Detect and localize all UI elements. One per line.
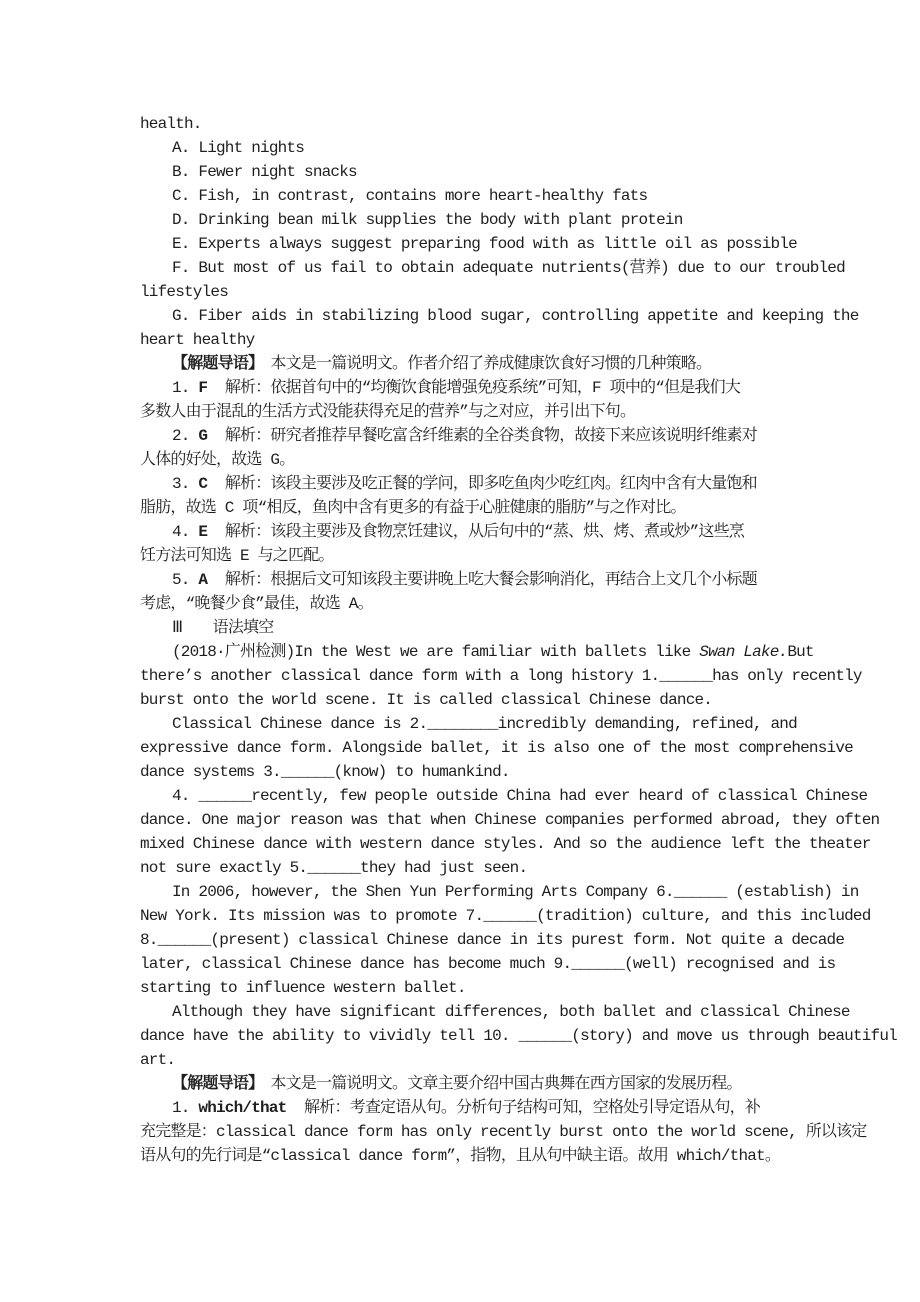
text-segment: E. Experts always suggest preparing food with as little oil as possible bbox=[172, 235, 797, 253]
text-segment: C. Fish, in contrast, contains more heart-healthy fats bbox=[172, 187, 648, 205]
text-line bbox=[140, 736, 853, 760]
text-line bbox=[140, 328, 840, 352]
text-segment: 解析：该段主要涉及食物烹饪建议，从后句中的“蒸、烘、烤、煮或炒”这些烹 bbox=[207, 523, 745, 541]
text-segment: dance have the ability to vividly tell 10. ______(story) and move us through beautiful bbox=[140, 1027, 897, 1045]
text-line bbox=[140, 616, 840, 640]
text-line bbox=[140, 280, 840, 304]
text-line bbox=[140, 232, 840, 256]
text-line bbox=[140, 568, 840, 592]
text-segment: starting to influence western ballet. bbox=[140, 979, 466, 997]
text-segment: lifestyles bbox=[140, 283, 229, 301]
text-line bbox=[140, 424, 840, 448]
text-line bbox=[140, 400, 840, 424]
text-segment: not sure exactly 5.______they had just seen. bbox=[140, 859, 528, 877]
text-line bbox=[140, 544, 840, 568]
text-segment: 2. bbox=[172, 427, 199, 445]
text-line bbox=[140, 136, 840, 160]
text-segment: 解析：依据首句中的“均衡饮食能增强免疫系统”可知，F 项中的“但是我们大 bbox=[207, 379, 741, 397]
text-segment: B. Fewer night snacks bbox=[172, 163, 357, 181]
text-line bbox=[140, 1096, 840, 1120]
text-segment: dance systems 3.______(know) to humankind. bbox=[140, 763, 510, 781]
text-line bbox=[140, 448, 840, 472]
text-line bbox=[140, 1120, 867, 1144]
text-segment: 考虑，“晚餐少食”最佳，故选 A。 bbox=[140, 595, 373, 613]
text-line bbox=[140, 304, 859, 328]
text-line bbox=[140, 832, 871, 856]
text-segment: Although they have significant differences, both ballet and classical Chinese bbox=[172, 1003, 850, 1021]
text-segment: expressive dance form. Alongside ballet, it is also one of the most comprehensive bbox=[140, 739, 853, 757]
text-line bbox=[140, 904, 871, 928]
text-line bbox=[140, 520, 840, 544]
text-segment: 解析：根据后文可知该段主要讲晚上吃大餐会影响消化，再结合上文几个小标题 bbox=[207, 571, 757, 589]
text-line bbox=[140, 856, 840, 880]
text-line bbox=[140, 952, 840, 976]
text-segment: 解析：该段主要涉及吃正餐的学问，即多吃鱼肉少吃红肉。红肉中含有大量饱和 bbox=[207, 475, 757, 493]
text-line bbox=[140, 1000, 850, 1024]
text-line bbox=[140, 1144, 840, 1168]
text-line bbox=[140, 496, 840, 520]
text-line bbox=[140, 1024, 897, 1048]
text-segment: dance. One major reason was that when Chinese companies performed abroad, they often bbox=[140, 811, 880, 829]
text-line bbox=[140, 712, 840, 736]
text-line bbox=[140, 208, 840, 232]
text-line bbox=[140, 880, 859, 904]
text-segment: New York. Its mission was to promote 7.______(tradition) culture, and this included bbox=[140, 907, 871, 925]
text-segment: A. Light nights bbox=[172, 139, 305, 157]
text-segment: Classical Chinese dance is 2.________incredibly demanding, refined, and bbox=[172, 715, 797, 733]
text-segment: art. bbox=[140, 1051, 176, 1069]
text-segment: later, classical Chinese dance has become much 9.______(well) recognised and is bbox=[140, 955, 836, 973]
text-line bbox=[140, 1048, 840, 1072]
text-segment: 4. ______recently, few people outside China had ever heard of classical Chinese bbox=[172, 787, 868, 805]
text-segment: 充完整是：classical dance form has only recently burst onto the world scene, 所以该定 bbox=[140, 1123, 867, 1141]
text-line bbox=[140, 808, 880, 832]
answer-key-text: 【解题导语】 bbox=[172, 1075, 256, 1093]
text-line bbox=[140, 184, 840, 208]
text-segment: 饪方法可知选 E 与之匹配。 bbox=[140, 547, 334, 565]
text-segment: 1. bbox=[172, 1099, 199, 1117]
text-line bbox=[140, 592, 840, 616]
answer-key-text: G bbox=[198, 427, 208, 445]
text-segment: there’s another classical dance form with a long history 1.______has only recently bbox=[140, 667, 862, 685]
text-segment: 多数人由于混乱的生活方式没能获得充足的营养”与之对应，并引出下句。 bbox=[140, 403, 636, 421]
text-line bbox=[140, 352, 840, 376]
answer-key-text: A bbox=[198, 571, 208, 589]
text-segment: burst onto the world scene. It is called classical Chinese dance. bbox=[140, 691, 713, 709]
answer-key-text: 【解题导语】 bbox=[172, 355, 256, 373]
text-segment: 3. bbox=[172, 475, 199, 493]
text-line bbox=[140, 664, 862, 688]
text-segment: 8.______(present) classical Chinese dance in its purest form. Not quite a decade bbox=[140, 931, 845, 949]
text-segment: D. Drinking bean milk supplies the body with plant protein bbox=[172, 211, 683, 229]
text-segment: (2018·广州检测)In the West we are familiar with ballets like bbox=[172, 643, 700, 661]
text-line bbox=[140, 160, 840, 184]
answer-key-text: E bbox=[198, 523, 208, 541]
text-segment: 5. bbox=[172, 571, 199, 589]
text-line bbox=[140, 640, 840, 664]
text-segment: 本文是一篇说明文。文章主要介绍中国古典舞在西方国家的发展历程。 bbox=[255, 1075, 742, 1093]
answer-key-text: C bbox=[198, 475, 208, 493]
text-line bbox=[140, 784, 868, 808]
text-segment: mixed Chinese dance with western dance styles. And so the audience left the theater bbox=[140, 835, 871, 853]
answer-key-text: F bbox=[198, 379, 208, 397]
text-segment: 本文是一篇说明文。作者介绍了养成健康饮食好习惯的几种策略。 bbox=[255, 355, 712, 373]
text-line bbox=[140, 928, 845, 952]
text-line bbox=[140, 376, 840, 400]
text-segment: But bbox=[787, 643, 814, 661]
text-segment: G. Fiber aids in stabilizing blood sugar, controlling appetite and keeping the bbox=[172, 307, 859, 325]
text-line bbox=[140, 472, 840, 496]
text-line bbox=[140, 112, 840, 136]
text-line bbox=[140, 256, 845, 280]
text-line bbox=[140, 688, 840, 712]
text-segment: 4. bbox=[172, 523, 199, 541]
text-segment: 脂肪，故选 C 项“相反，鱼肉中含有更多的有益于心脏健康的脂肪”与之作对比。 bbox=[140, 499, 686, 517]
text-segment: 语从句的先行词是“classical dance form”，指物，且从句中缺主语。故用 which/that。 bbox=[140, 1147, 781, 1165]
text-segment: F. But most of us fail to obtain adequate nutrients(营养) due to our troubled bbox=[172, 259, 845, 277]
text-segment: heart healthy bbox=[140, 331, 255, 349]
text-line bbox=[140, 1072, 840, 1096]
text-segment: 解析：研究者推荐早餐吃富含纤维素的全谷类食物，故接下来应该说明纤维素对 bbox=[207, 427, 757, 445]
text-segment: health. bbox=[140, 115, 202, 133]
document-text-area bbox=[140, 112, 897, 1168]
text-segment: 人体的好处，故选 G。 bbox=[140, 451, 295, 469]
text-line bbox=[140, 976, 840, 1000]
italic-title-text: Swan Lake. bbox=[699, 643, 788, 661]
text-segment: Ⅲ 语法填空 bbox=[172, 619, 274, 637]
answer-key-text: which/that bbox=[198, 1099, 287, 1117]
text-line bbox=[140, 760, 840, 784]
text-segment: In 2006, however, the Shen Yun Performing Arts Company 6.______ (establish) in bbox=[172, 883, 859, 901]
text-segment: 1. bbox=[172, 379, 199, 397]
text-segment: 解析：考查定语从句。分析句子结构可知，空格处引导定语从句，补 bbox=[286, 1099, 761, 1117]
